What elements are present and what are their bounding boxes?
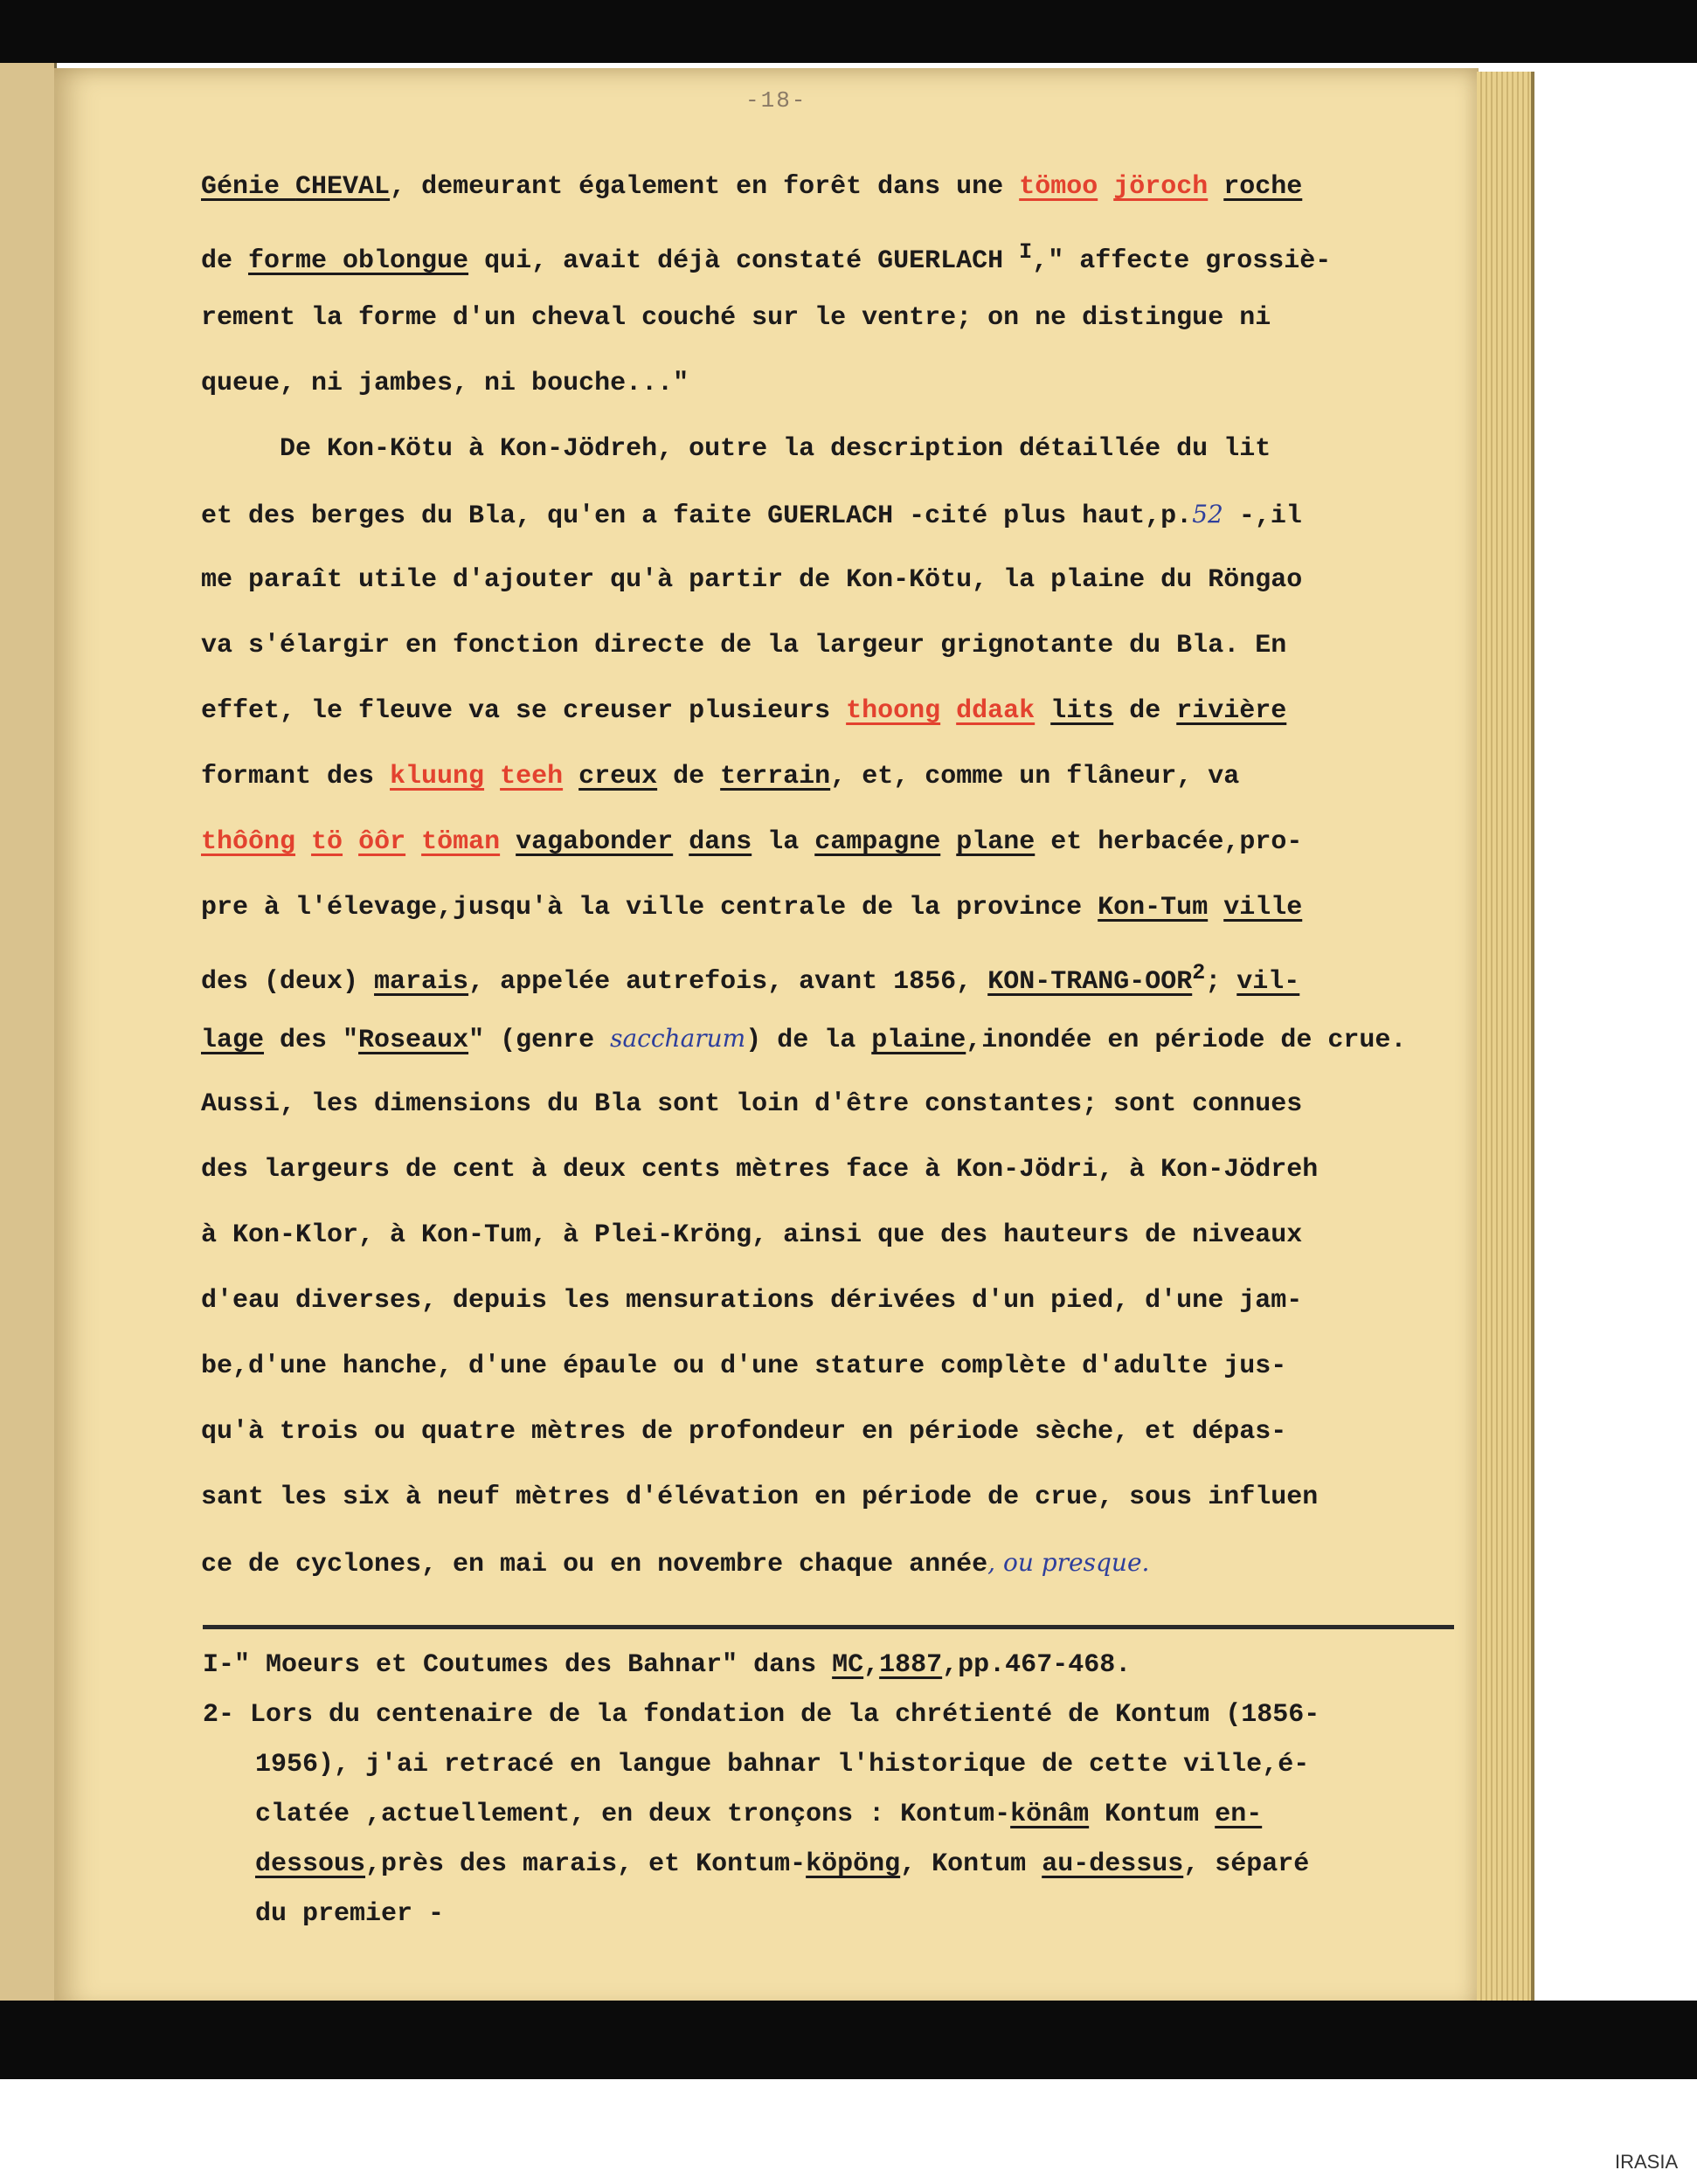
text: pre à l'élevage,jusqu'à la ville centrale de la province	[201, 893, 1098, 923]
text-line	[201, 1542, 1477, 1607]
text: ) de la	[745, 1026, 872, 1055]
text: , Kontum	[900, 1849, 1042, 1879]
term: dans	[689, 827, 752, 857]
term: rivière	[1176, 696, 1287, 726]
footnote-line	[203, 1742, 1479, 1792]
term: könâm	[1010, 1800, 1090, 1829]
page-stack-edges	[1477, 72, 1534, 2020]
text: ,inondée en période de crue.	[966, 1026, 1407, 1055]
text: ;	[1205, 967, 1237, 997]
footnote-line	[203, 1891, 1479, 1941]
term: roche	[1223, 172, 1303, 202]
text: , séparé	[1183, 1849, 1310, 1879]
footnote-line	[203, 1792, 1479, 1842]
text-line	[201, 1280, 1477, 1345]
text: ce de cyclones, en mai ou en novembre chaque année	[201, 1550, 988, 1579]
text: va s'élargir en fonction directe de la largeur grignotante du Bla. En	[201, 631, 1287, 660]
text: de	[1113, 696, 1177, 726]
text: queue, ni jambes, ni bouche..."	[201, 369, 689, 398]
scan-border-top	[0, 0, 1697, 63]
text: à Kon-Klor, à Kon-Tum, à Plei-Kröng, ainsi que des hauteurs de niveaux	[201, 1220, 1303, 1250]
term: köpöng	[806, 1849, 901, 1879]
term: en-	[1215, 1800, 1263, 1829]
text-line	[201, 1345, 1477, 1411]
text: be,d'une hanche, d'une épaule ou d'une stature complète d'adulte jus-	[201, 1351, 1287, 1381]
term: lage	[201, 1026, 265, 1055]
term: Roseaux	[358, 1026, 469, 1055]
text: et herbacée,pro-	[1035, 827, 1303, 857]
text: ,pp.467-468.	[942, 1650, 1132, 1680]
text: De Kon-Kötu à Kon-Jödreh, outre la description détaillée du lit	[201, 434, 1271, 464]
footnote-line	[203, 1642, 1479, 1692]
text-line	[201, 1149, 1477, 1214]
term: plane	[956, 827, 1036, 857]
watermark: IRASIA	[1615, 2151, 1679, 2173]
facing-page-edge	[0, 63, 57, 2020]
handwritten-note: , ou presque.	[987, 1548, 1150, 1577]
text-line	[201, 363, 1477, 428]
term: ville	[1223, 893, 1303, 923]
term: lits	[1050, 696, 1114, 726]
bahnar-term: thôông	[201, 827, 296, 857]
bahnar-term: jöroch	[1113, 172, 1209, 202]
text-line	[201, 1214, 1477, 1280]
bahnar-term: ddaak	[956, 696, 1036, 726]
text: , demeurant également en forêt dans une	[390, 172, 1020, 202]
text	[1035, 696, 1050, 726]
term: marais	[374, 967, 469, 997]
footnote-line	[203, 1692, 1479, 1742]
footnotes	[203, 1642, 1479, 1941]
text: clatée ,actuellement, en deux tronçons : Kontum-	[255, 1800, 1011, 1829]
text: d'eau diverses, depuis les mensurations dérivées d'un pied, d'une jam-	[201, 1286, 1303, 1316]
bahnar-term: teeh	[500, 762, 564, 791]
bahnar-term: tö	[311, 827, 343, 857]
term: au-dessus	[1042, 1849, 1184, 1879]
text: formant des	[201, 762, 391, 791]
term: vagabonder	[516, 827, 674, 857]
term: CHEVAL	[295, 172, 391, 202]
term: campagne	[814, 827, 941, 857]
text-line	[201, 887, 1477, 952]
text	[1208, 893, 1223, 923]
text: Kontum	[1089, 1800, 1216, 1829]
text: " affecte grossiè-	[1048, 246, 1332, 276]
text	[295, 827, 311, 857]
text: rement la forme d'un cheval couché sur le ventre; on ne distingue ni	[201, 303, 1271, 333]
term: plaine	[871, 1026, 966, 1055]
bahnar-term: töman	[421, 827, 501, 857]
text	[484, 762, 500, 791]
text-line	[201, 297, 1477, 363]
text: I-" Moeurs et Coutumes des Bahnar" dans	[203, 1650, 833, 1680]
term: dessous	[255, 1849, 366, 1879]
text: de	[201, 246, 249, 276]
text	[405, 827, 421, 857]
text	[500, 827, 516, 857]
text-line	[201, 952, 1477, 1018]
text: , appelée autrefois, avant 1856,	[468, 967, 988, 997]
term: terrain	[720, 762, 831, 791]
text	[673, 827, 689, 857]
text: 2- Lors du centenaire de la fondation de la chrétienté de Kontum (1856-	[203, 1700, 1320, 1730]
text: effet, le fleuve va se creuser plusieurs	[201, 696, 847, 726]
text-line	[201, 1018, 1477, 1083]
bahnar-term: kluung	[390, 762, 485, 791]
main-text	[201, 166, 1477, 1607]
text-line	[201, 494, 1477, 559]
text: qui, avait déjà constaté GUERLACH	[468, 246, 1020, 276]
text-line	[201, 232, 1477, 297]
text-line	[201, 756, 1477, 821]
text: du premier -	[255, 1899, 445, 1929]
text: Aussi, les dimensions du Bla sont loin d'être constantes; sont connues	[201, 1089, 1303, 1119]
term: Kon-Tum	[1098, 893, 1209, 923]
text	[1208, 172, 1223, 202]
text: ,près des marais, et Kontum-	[365, 1849, 807, 1879]
footnote-rule	[203, 1625, 1454, 1629]
text: ,	[863, 1650, 880, 1680]
term: Génie	[201, 172, 296, 202]
text: qu'à trois ou quatre mètres de profondeur en période sèche, et dépas-	[201, 1417, 1287, 1447]
handwritten-note: saccharum	[610, 1024, 746, 1053]
footnote-ref: I	[1019, 239, 1033, 265]
text	[940, 696, 956, 726]
text-line	[201, 1411, 1477, 1476]
text: -,il	[1223, 501, 1302, 531]
term: MC	[832, 1650, 864, 1680]
text: la	[752, 827, 815, 857]
text-line	[201, 1476, 1477, 1542]
term: creux	[578, 762, 658, 791]
text: de	[657, 762, 721, 791]
bahnar-term: tömoo	[1019, 172, 1098, 202]
text-line	[201, 821, 1477, 887]
text-line	[201, 428, 1477, 494]
term: forme oblongue	[248, 246, 469, 276]
scan-border-bottom	[0, 2001, 1697, 2079]
text: ,	[1032, 246, 1049, 276]
text: sant les six à neuf mètres d'élévation en période de crue, sous influen	[201, 1482, 1319, 1512]
bahnar-term: thoong	[846, 696, 941, 726]
text: des (deux)	[201, 967, 375, 997]
text	[343, 827, 358, 857]
text	[940, 827, 956, 857]
text: des "	[264, 1026, 359, 1055]
text-line	[201, 690, 1477, 756]
text-line	[201, 166, 1477, 232]
handwritten-note: 52	[1192, 500, 1223, 529]
text: me paraît utile d'ajouter qu'à partir de Kon-Kötu, la plaine du Röngao	[201, 565, 1303, 595]
text-line	[201, 625, 1477, 690]
bahnar-term: ôôr	[358, 827, 406, 857]
text: " (genre	[468, 1026, 611, 1055]
text-line	[201, 1083, 1477, 1149]
term: KON-TRANG-OOR	[987, 967, 1193, 997]
text: 1956), j'ai retracé en langue bahnar l'historique de cette ville,é-	[255, 1750, 1310, 1780]
text	[1098, 172, 1113, 202]
text: , et, comme un flâneur, va	[830, 762, 1240, 791]
term: 1887	[879, 1650, 943, 1680]
term: vil-	[1236, 967, 1300, 997]
text-line	[201, 559, 1477, 625]
text: et des berges du Bla, qu'en a faite GUERLACH -cité plus haut,p.	[201, 501, 1193, 531]
footnote-ref: 2	[1192, 960, 1206, 985]
page-number: -18-	[745, 87, 807, 114]
text: des largeurs de cent à deux cents mètres face à Kon-Jödri, à Kon-Jödreh	[201, 1155, 1319, 1185]
footnote-line	[203, 1842, 1479, 1891]
text	[563, 762, 578, 791]
